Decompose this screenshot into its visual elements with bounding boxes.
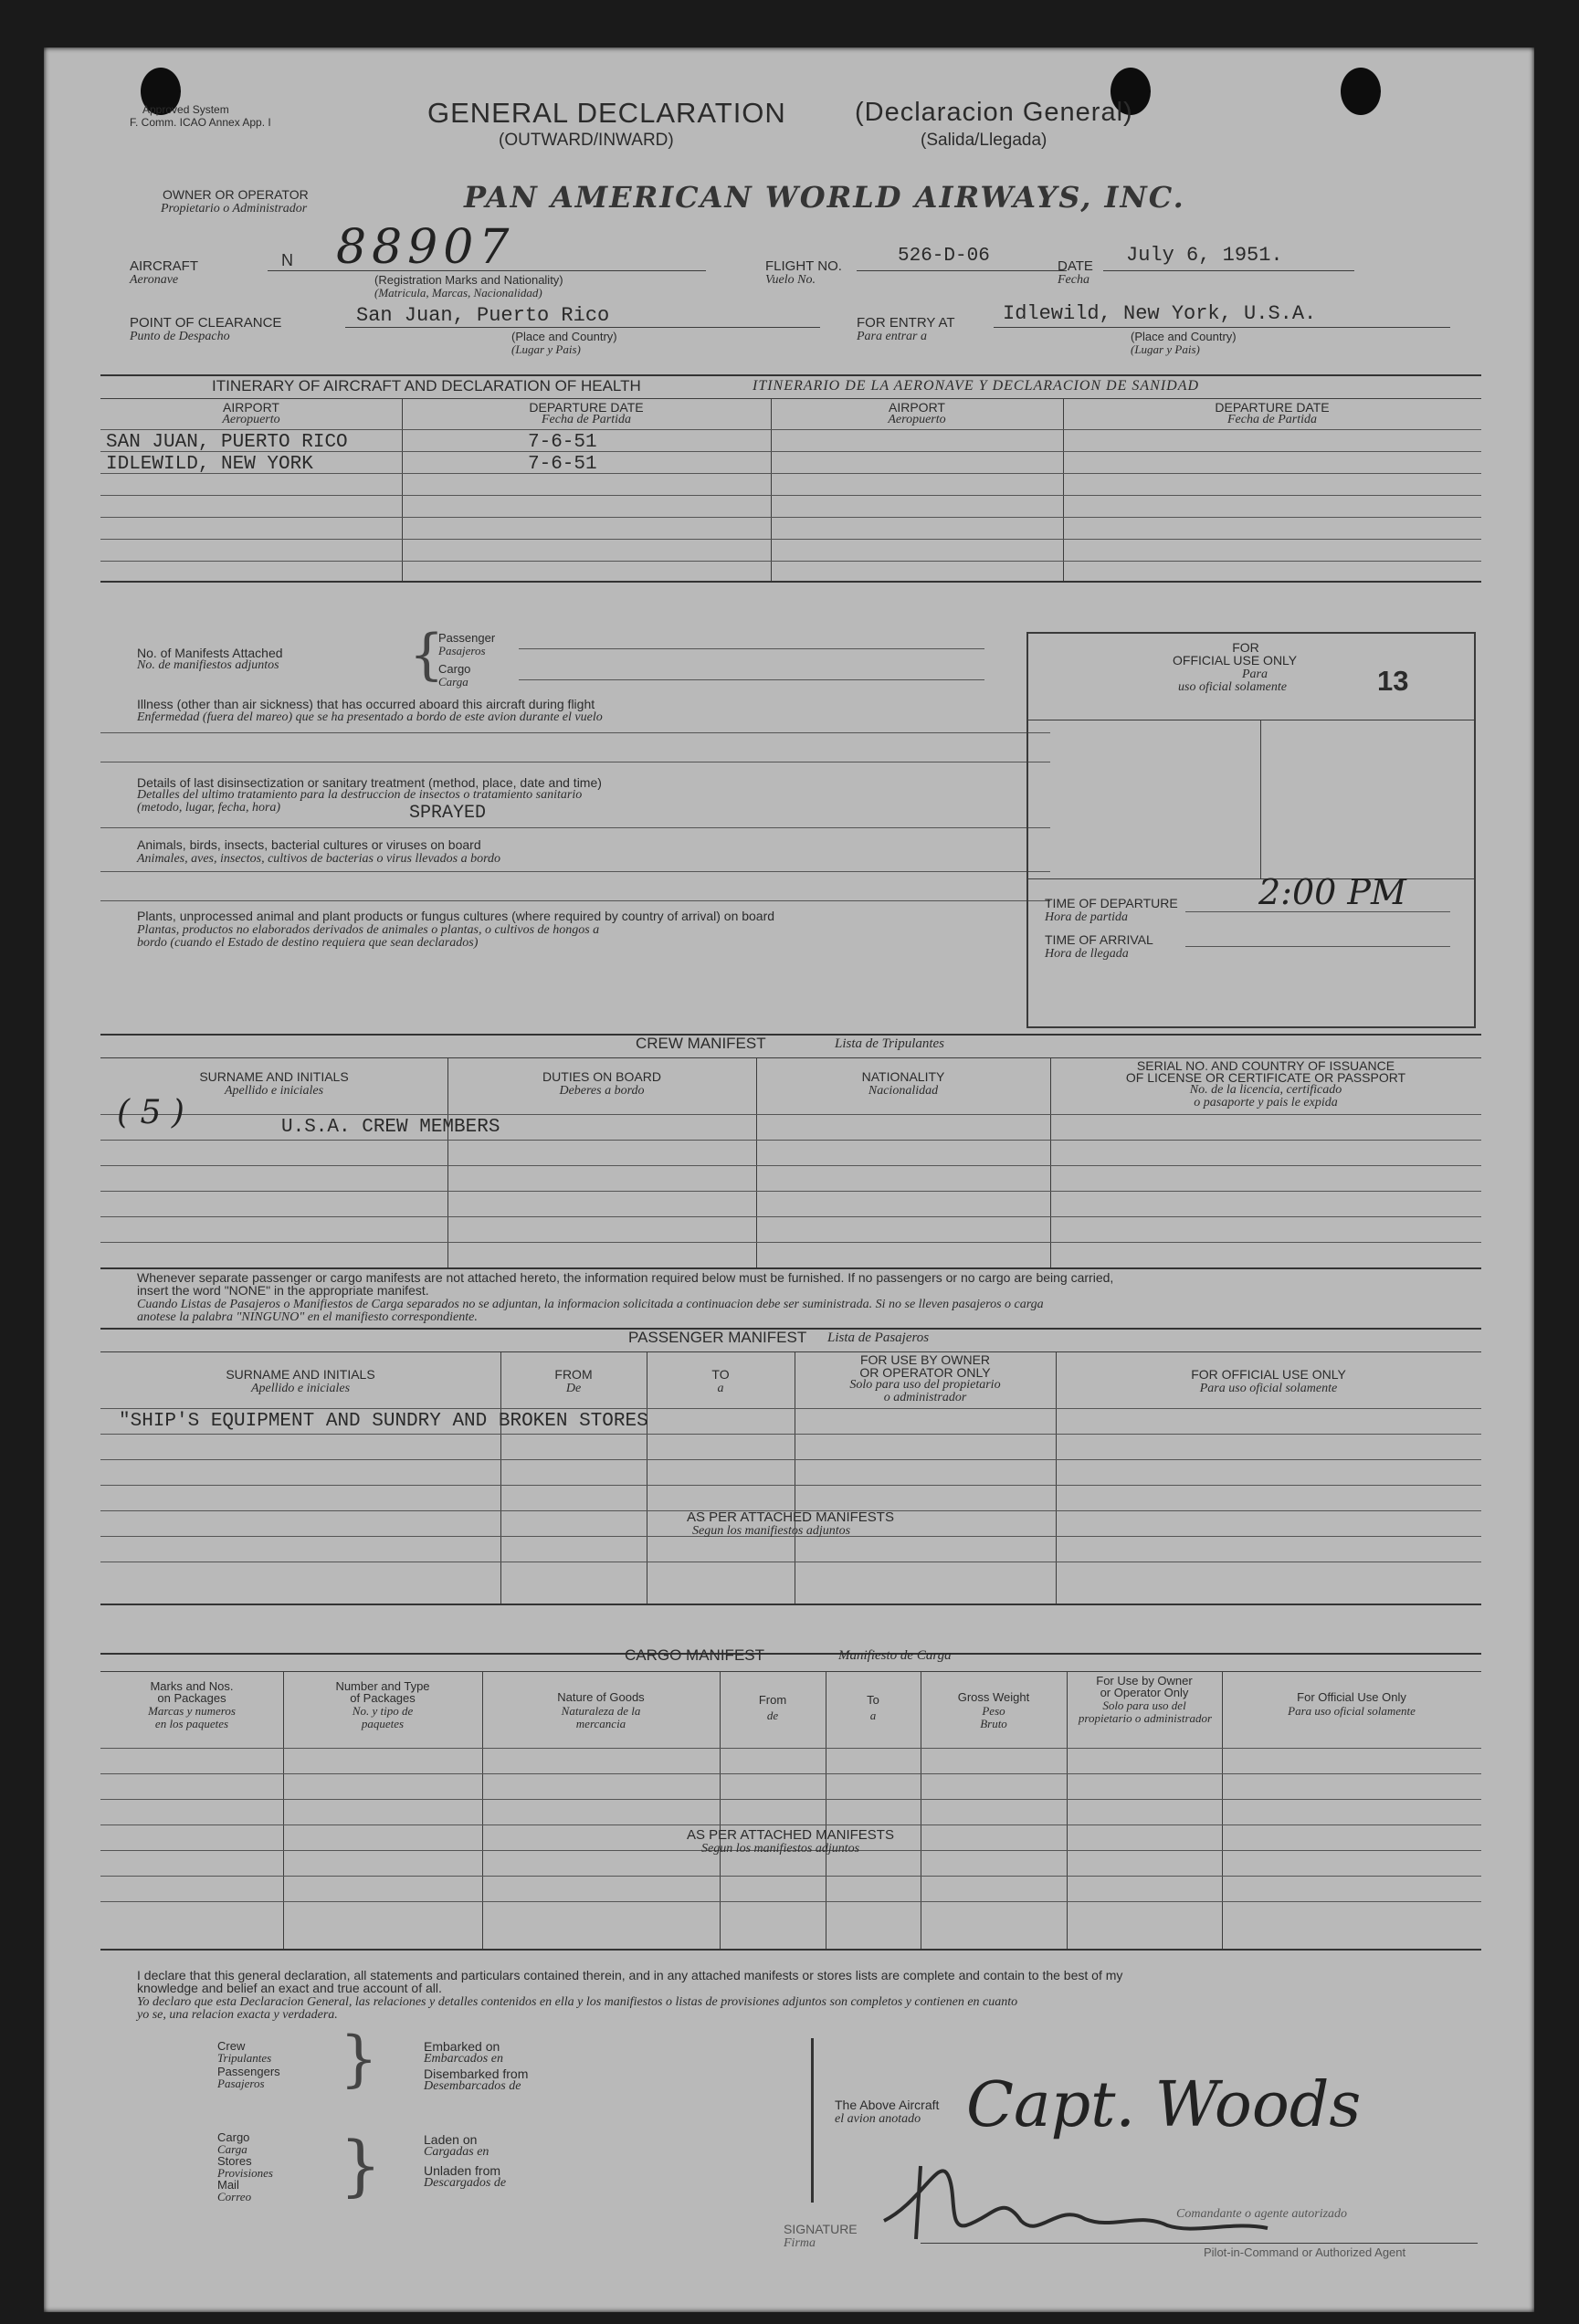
- crew-col-serial: SERIAL NO. AND COUNTRY OF ISSUANCE: [1136, 1058, 1395, 1073]
- cargo-col-nature: Nature of Goods: [557, 1690, 645, 1704]
- flight-label-es: Vuelo No.: [765, 273, 816, 287]
- passenger-title-es: Lista de Pasajeros: [827, 1330, 930, 1345]
- itin-col-airport: AIRPORT: [223, 400, 279, 415]
- signature-scribble: [866, 2139, 1377, 2257]
- crew-col-serial-2: OF LICENSE OR CERTIFICATE OR PASSPORT: [1125, 1070, 1406, 1085]
- reg-label-es: (Matricula, Marcas, Nacionalidad): [374, 286, 542, 300]
- footer-mail: Mail: [217, 2178, 239, 2192]
- pax-col-to: TO: [711, 1367, 730, 1382]
- itin-col-airport-es: Aeropuerto: [222, 413, 280, 426]
- plants-label-es-2: bordo (cuando el Estado de destino requiera que sean declarados): [137, 936, 479, 950]
- animals-label: Animals, birds, insects, bacterial cultures or viruses on board: [137, 837, 481, 852]
- footer-stores-es: Provisiones: [217, 2166, 273, 2180]
- cargo-col-number: Number and Type: [335, 1679, 430, 1693]
- pax-col-surname-es: Apellido e iniciales: [250, 1382, 351, 1395]
- departure-time-label: TIME OF DEPARTURE: [1045, 896, 1178, 910]
- pax-col-official-es: Para uso oficial solamente: [1199, 1382, 1338, 1395]
- clearance-sub: (Place and Country): [511, 330, 617, 343]
- cargo-col-from: From: [758, 1693, 787, 1707]
- footer-crew: Crew: [217, 2039, 246, 2053]
- cargo-col-marks-es: Marcas y numeros: [148, 1704, 236, 1718]
- pax-attached-es: Segun los manifiestos adjuntos: [692, 1524, 851, 1538]
- form-subtitle: (OUTWARD/INWARD): [499, 131, 674, 150]
- illness-label-es: Enfermedad (fuera del mareo) que se ha presentado a bordo de este avion durante el vuelo: [137, 710, 603, 724]
- footer-disembarked-es: Desembarcados de: [424, 2079, 521, 2093]
- signature-label: SIGNATURE: [784, 2222, 858, 2236]
- entry-label-es: Para entrar a: [857, 330, 927, 343]
- official-number: 13: [1377, 665, 1409, 697]
- cargo-col-number-2: of Packages: [350, 1691, 416, 1705]
- cargo-col-from-es: de: [766, 1709, 779, 1722]
- itinerary-title: ITINERARY OF AIRCRAFT AND DECLARATION OF HEALTH: [212, 377, 641, 394]
- crew-col-surname-es: Apellido e iniciales: [224, 1084, 324, 1098]
- declaration-en: I declare that this general declaration, all statements and particulars contained therein, and in any attached manifests or stores lists are complete and contain to the best of my: [137, 1968, 1123, 1982]
- manifests-label-es: No. de manifiestos adjuntos: [137, 658, 279, 672]
- crew-title-es: Lista de Tripulantes: [835, 1036, 945, 1051]
- crew-col-nationality: NATIONALITY: [861, 1069, 945, 1084]
- footer-passengers-es: Pasajeros: [217, 2077, 265, 2090]
- footer-embarked: Embarked on: [424, 2039, 500, 2054]
- official-label: OFFICIAL USE ONLY: [1173, 653, 1298, 668]
- approval-line: Approved System: [142, 103, 229, 116]
- cargo-col-weight-es: Peso: [982, 1704, 1005, 1718]
- clearance-sub-es: (Lugar y Pais): [511, 342, 581, 356]
- notice-en: Whenever separate passenger or cargo manifests are not attached hereto, the information required below must be furnished. If no passengers or no cargo are being carried,: [137, 1270, 1114, 1285]
- crew-col-duties: DUTIES ON BOARD: [542, 1069, 661, 1084]
- footer-aircraft: The Above Aircraft: [835, 2098, 940, 2112]
- declaration-en-2: knowledge and belief an exact and true account of all.: [137, 1981, 442, 1995]
- footer-unladen: Unladen from: [424, 2163, 501, 2178]
- signature-label-es: Firma: [784, 2236, 816, 2250]
- declaration-es-2: yo se, una relacion exacta y verdadera.: [137, 2008, 338, 2022]
- crew-count: ( 5 ): [117, 1094, 184, 1131]
- itin-date-2: 7-6-51: [528, 454, 597, 475]
- arrival-time-label-es: Hora de llegada: [1045, 947, 1129, 961]
- footer-brace: }: [340, 2024, 378, 2094]
- cargo-col-weight-es-2: Bruto: [980, 1717, 1007, 1730]
- signature-handwritten: Capt. Woods: [966, 2069, 1362, 2141]
- passenger-title: PASSENGER MANIFEST: [628, 1329, 807, 1346]
- cargo-col-official-es: Para uso oficial solamente: [1288, 1704, 1416, 1718]
- pax-col-from-es: De: [565, 1382, 582, 1395]
- form-title: GENERAL DECLARATION: [427, 97, 786, 129]
- form-title-es: (Declaracion General): [855, 98, 1133, 127]
- footer-embarked-es: Embarcados en: [424, 2052, 503, 2066]
- plants-label: Plants, unprocessed animal and plant products or fungus cultures (where required by country of arrival) on board: [137, 909, 775, 923]
- footer-aircraft-es: el avion anotado: [835, 2112, 921, 2126]
- date-label-es: Fecha: [1058, 273, 1090, 287]
- footer-crew-es: Tripulantes: [217, 2051, 272, 2065]
- official-label-es: Para: [1242, 668, 1268, 681]
- declaration-es: Yo declaro que esta Declaracion General, las relaciones y detalles contenidos en ella y los manifiestos o listas de provisiones adjuntos son completos y contienen en cuanto: [137, 1995, 1018, 2009]
- cargo-col-marks-2: on Packages: [157, 1691, 226, 1705]
- owner-label: OWNER OR OPERATOR: [163, 187, 309, 202]
- cargo-col-official: For Official Use Only: [1297, 1690, 1406, 1704]
- pax-col-owner-es: Solo para uso del propietario: [849, 1378, 1001, 1392]
- entry-label: FOR ENTRY AT: [857, 315, 955, 331]
- pax-col-from: FROM: [554, 1367, 593, 1382]
- plants-label-es: Plantas, productos no elaborados derivados de animales o plantas, o cultivos de hongos a: [137, 923, 600, 937]
- operator-name: PAN AMERICAN WORLD AIRWAYS, INC.: [464, 180, 1185, 215]
- pax-col-owner-es-2: o administrador: [883, 1391, 967, 1404]
- cargo-col-number-es-2: paquetes: [361, 1717, 405, 1730]
- notice-es-2: anotese la palabra "NINGUNO" en el manifiesto correspondiente.: [137, 1310, 478, 1324]
- itin-date-1: 7-6-51: [528, 432, 597, 453]
- passenger-label: Passenger: [438, 631, 496, 645]
- official-label-es-2: uso oficial solamente: [1178, 680, 1287, 694]
- departure-time-label-es: Hora de partida: [1045, 910, 1128, 924]
- itinerary-title-es: ITINERARIO DE LA AERONAVE Y DECLARACION DE SANIDAD: [753, 378, 1200, 394]
- cargo-col-owner-es: Solo para uso del: [1102, 1698, 1186, 1712]
- cargo-col-marks: Marks and Nos.: [150, 1679, 234, 1693]
- itin-col-departure-es: Fecha de Partida: [542, 413, 631, 426]
- cargo-col-marks-es-2: en los paquetes: [154, 1717, 229, 1730]
- pax-attached: AS PER ATTACHED MANIFESTS: [687, 1509, 894, 1525]
- footer-laden-es: Cargadas en: [424, 2145, 489, 2159]
- clearance-value: San Juan, Puerto Rico: [356, 304, 610, 327]
- disinsect-label: Details of last disinsectization or sanitary treatment (method, place, date and time): [137, 775, 602, 790]
- clearance-label: POINT OF CLEARANCE: [130, 315, 282, 331]
- pax-col-to-es: a: [717, 1382, 724, 1395]
- approval-line: F. Comm. ICAO Annex App. I: [130, 116, 271, 129]
- crew-col-surname: SURNAME AND INITIALS: [199, 1069, 349, 1084]
- clearance-label-es: Punto de Despacho: [130, 330, 230, 343]
- footer-unladen-es: Descargados de: [424, 2176, 507, 2190]
- footer-laden: Laden on: [424, 2132, 478, 2147]
- footer-disembarked: Disembarked from: [424, 2066, 529, 2081]
- disinsect-label-es: Detalles del ultimo tratamiento para la destruccion de insectos o tratamiento sanitario: [137, 788, 583, 802]
- crew-row-1: U.S.A. CREW MEMBERS: [281, 1117, 500, 1138]
- footer-cargo: Cargo: [217, 2130, 250, 2144]
- aircraft-no-label: N: [281, 251, 293, 269]
- crew-col-serial-es: No. de la licencia, certificado: [1189, 1083, 1342, 1097]
- cargo-label-es: Carga: [438, 675, 468, 689]
- entry-sub: (Place and Country): [1131, 330, 1237, 343]
- crew-title: CREW MANIFEST: [636, 1035, 766, 1052]
- reg-label: (Registration Marks and Nationality): [374, 273, 563, 287]
- cargo-col-owner-es-2: propietario o administrador: [1078, 1711, 1213, 1725]
- signature-caption: Pilot-in-Command or Authorized Agent: [1204, 2245, 1406, 2259]
- illness-label: Illness (other than air sickness) that has occurred aboard this aircraft during flight: [137, 697, 595, 711]
- footer-brace-2: }: [340, 2127, 382, 2203]
- cargo-col-number-es: No. y tipo de: [352, 1704, 414, 1718]
- cargo-col-weight: Gross Weight: [957, 1690, 1030, 1704]
- pax-row-1: "SHIP'S EQUIPMENT AND SUNDRY AND BROKEN STORES: [119, 1411, 648, 1432]
- owner-label-es: Propietario o Administrador: [161, 202, 308, 216]
- manifests-brace: {: [409, 623, 445, 687]
- cargo-attached: AS PER ATTACHED MANIFESTS: [687, 1827, 894, 1843]
- pax-col-surname: SURNAME AND INITIALS: [226, 1367, 375, 1382]
- crew-col-serial-es-2: o pasaporte y pais le expida: [1194, 1096, 1338, 1109]
- declaration-page: [44, 47, 1534, 2312]
- aircraft-number: 88907: [336, 220, 515, 275]
- cargo-attached-es: Segun los manifiestos adjuntos: [701, 1842, 860, 1856]
- itin-col-departure: DEPARTURE DATE: [529, 400, 644, 415]
- official-for: FOR: [1232, 640, 1259, 655]
- disinsect-value: SPRAYED: [409, 803, 487, 824]
- flight-number: 526-D-06: [898, 246, 990, 267]
- cargo-col-owner: For Use by Owner: [1096, 1674, 1193, 1688]
- itin-airport-1: SAN JUAN, PUERTO RICO: [106, 432, 348, 453]
- aircraft-label: AIRCRAFT: [130, 258, 198, 274]
- passenger-label-es: Pasajeros: [438, 644, 486, 657]
- cargo-col-owner-2: or Operator Only: [1100, 1686, 1189, 1699]
- entry-sub-es: (Lugar y Pais): [1131, 342, 1200, 356]
- departure-time-value: 2:00 PM: [1258, 872, 1406, 912]
- form-subtitle-es: (Salida/Llegada): [921, 131, 1047, 150]
- date-label: DATE: [1058, 258, 1093, 274]
- cargo-col-to-es: a: [869, 1709, 877, 1722]
- cargo-title-es: Manifiesto de Carga: [838, 1648, 952, 1663]
- flight-label: FLIGHT NO.: [765, 258, 842, 274]
- punch-hole: [1341, 68, 1381, 115]
- itin-col-airport-2-es: Aeropuerto: [888, 413, 946, 426]
- date-value: July 6, 1951.: [1126, 244, 1283, 267]
- arrival-time-label: TIME OF ARRIVAL: [1045, 932, 1153, 947]
- footer-mail-es: Correo: [217, 2190, 252, 2203]
- pax-col-owner-2: OR OPERATOR ONLY: [859, 1365, 991, 1380]
- footer-passengers: Passengers: [217, 2065, 280, 2078]
- itin-airport-2: IDLEWILD, NEW YORK: [106, 454, 313, 475]
- notice-en-2: insert the word "NONE" in the appropriate manifest.: [137, 1283, 429, 1298]
- aircraft-label-es: Aeronave: [130, 273, 179, 287]
- crew-col-duties-es: Deberes a bordo: [559, 1084, 645, 1098]
- footer-stores: Stores: [217, 2154, 252, 2168]
- cargo-label: Cargo: [438, 662, 471, 676]
- itin-col-departure-2: DEPARTURE DATE: [1215, 400, 1330, 415]
- entry-value: Idlewild, New York, U.S.A.: [1003, 302, 1317, 325]
- cargo-col-nature-es-2: mercancia: [575, 1717, 626, 1730]
- cargo-title: CARGO MANIFEST: [625, 1646, 765, 1664]
- cargo-col-to: To: [867, 1693, 879, 1707]
- pax-col-owner: FOR USE BY OWNER: [859, 1352, 991, 1367]
- cargo-col-nature-es: Naturaleza de la: [561, 1704, 641, 1718]
- itin-col-airport-2: AIRPORT: [889, 400, 945, 415]
- animals-label-es: Animales, aves, insectos, cultivos de bacterias o virus llevados a bordo: [137, 852, 501, 866]
- footer-cargo-es: Carga: [217, 2142, 247, 2156]
- pax-col-official: FOR OFFICIAL USE ONLY: [1191, 1367, 1346, 1382]
- signature-caption-es: Comandante o agente autorizado: [1176, 2207, 1348, 2221]
- crew-col-nationality-es: Nacionalidad: [868, 1084, 939, 1098]
- itin-col-departure-2-es: Fecha de Partida: [1227, 413, 1317, 426]
- disinsect-label-es-2: (metodo, lugar, fecha, hora): [137, 801, 281, 815]
- notice-es: Cuando Listas de Pasajeros o Manifiestos de Carga separados no se adjuntan, la informacion solicitada a continuacion debe ser suministrada. Si no se lleven pasajeros o carga: [137, 1298, 1044, 1311]
- manifests-label: No. of Manifests Attached: [137, 646, 283, 660]
